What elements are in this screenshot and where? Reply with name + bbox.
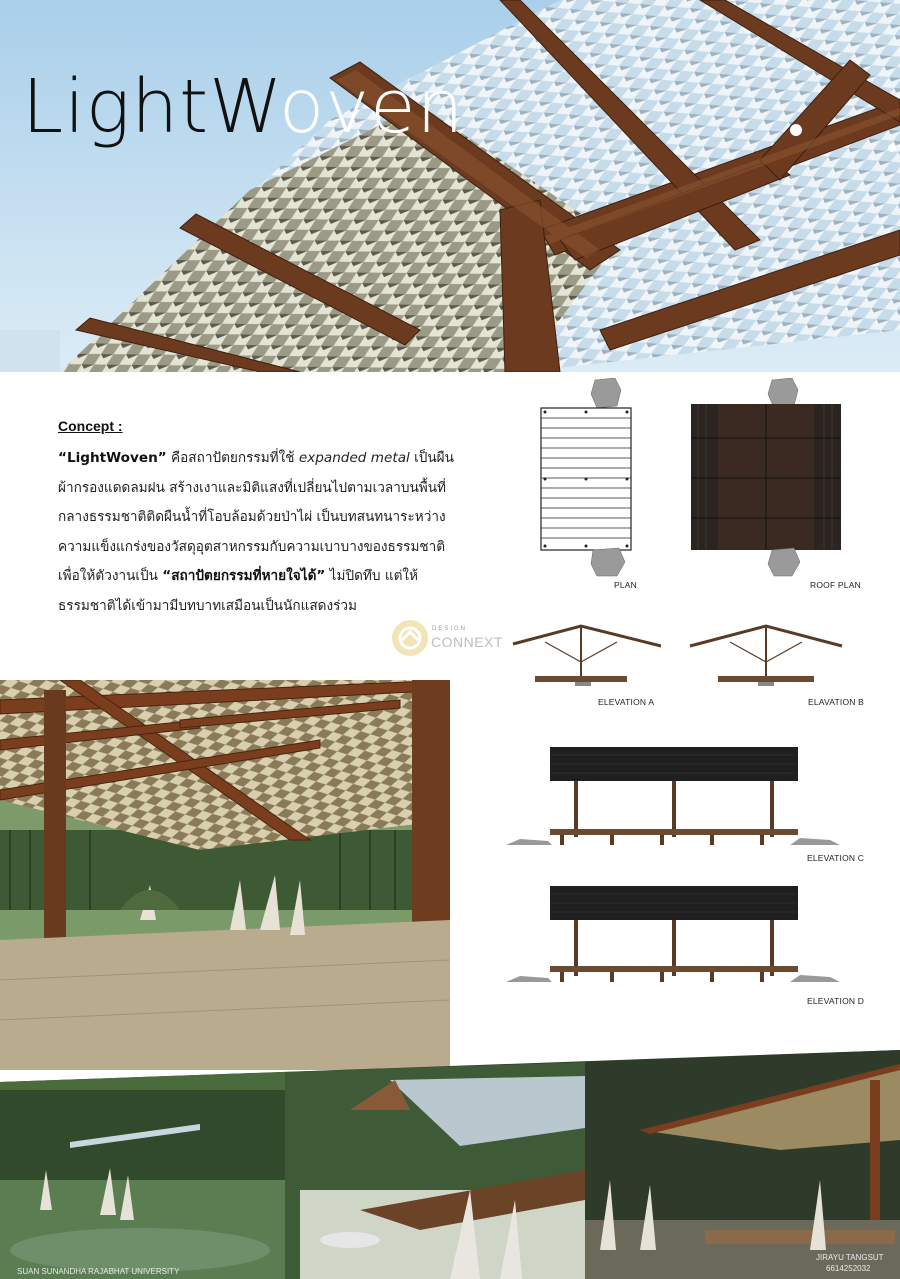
elevation-a-label: ELEVATION A: [598, 697, 655, 707]
footer-author: JIRAYU TANGSUT: [816, 1253, 884, 1262]
elevation-d-label: ELEVATION D: [807, 996, 865, 1006]
concept-highlight: “สถาปัตยกรรมที่หายใจได้”: [162, 568, 326, 585]
plan-label: PLAN: [614, 580, 638, 590]
material-name: expanded metal: [298, 450, 410, 466]
footer-student-id: 6614252032: [826, 1264, 871, 1273]
footer-university: SUAN SUNANDHA RAJABHAT UNIVERSITY: [17, 1267, 180, 1276]
hero-render: [0, 0, 900, 372]
project-title: LightWoven: [22, 64, 465, 150]
elevation-a-drawing: [505, 622, 665, 688]
concept-text-2: เป็นผืนผ้ากรองแดดลมฝน สร้างเงาและมิติแสงที่เปลี่ยนไปตามเวลาบนพื้นที่กลางธรรมชาติติดผืนน้ำที่โอบล้อมด้วยป่าไผ่ เป็นบทสนทนาระหว่างความแข็งแกร่งของวัสดุอุตสาหกรรมกับความเบาบางของธรรมชาติ เพื่อให้ตัวงานเป็น: [58, 450, 454, 585]
concept-section: [58, 418, 468, 622]
elevation-b-label: ELAVATION B: [808, 697, 865, 707]
elevation-c-drawing: [500, 745, 850, 850]
bottom-render-strip: [0, 1050, 900, 1279]
elevation-c-label: ELEVATION C: [807, 853, 865, 863]
roof-plan-drawing: [688, 378, 843, 578]
plan-drawing: [535, 378, 640, 578]
watermark-logo: [390, 618, 430, 658]
concept-text-1: คือสถาปัตยกรรมที่ใช้: [166, 450, 299, 466]
interior-render: [0, 680, 450, 1070]
quote-open: “: [58, 450, 67, 466]
elevation-b-drawing: [686, 622, 846, 688]
concept-heading: Concept :: [58, 418, 123, 434]
watermark-small-text: DESIGN: [432, 626, 468, 632]
roof-plan-label: ROOF PLAN: [810, 580, 861, 590]
quote-close: ”: [157, 450, 167, 466]
concept-text: [58, 444, 468, 622]
elevation-d-drawing: [500, 884, 850, 989]
concept-text-3: ไม่ปิดทึบ แต่ให้ธรรมชาติได้เข้ามามีบทบาทเสมือนเป็นนักแสดงร่วม: [58, 568, 419, 614]
project-name: LightWoven: [66, 450, 158, 466]
watermark-big-text: CONNEXT: [431, 634, 503, 650]
